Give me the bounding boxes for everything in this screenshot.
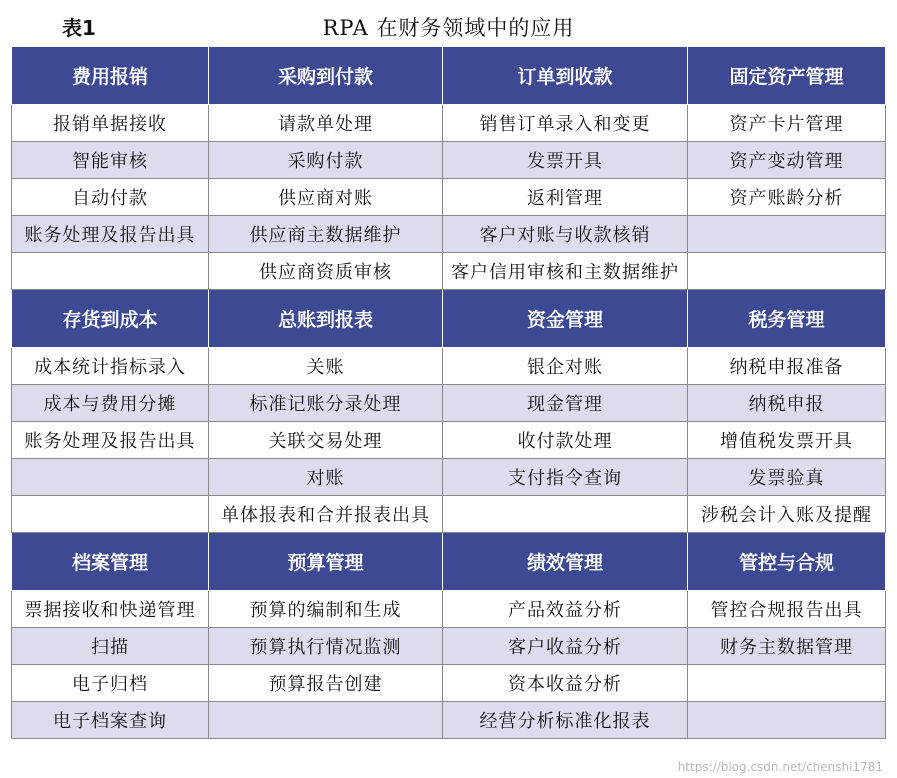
table-caption: [0, 10, 897, 44]
table-cell: 经营分析标准化报表: [443, 702, 688, 739]
section-header-cell: 资金管理: [443, 290, 688, 348]
table-cell: 纳税申报准备: [688, 348, 886, 385]
watermark: https://blog.csdn.net/chenshi1781: [677, 760, 883, 774]
table-cell: 对账: [209, 459, 443, 496]
table-cell: 票据接收和快递管理: [12, 591, 209, 628]
section-header-cell: 总账到报表: [209, 290, 443, 348]
table-row: [12, 348, 886, 385]
table-row: [12, 422, 886, 459]
table-cell: 单体报表和合并报表出具: [209, 496, 443, 533]
table-cell: 资本收益分析: [443, 665, 688, 702]
table-row: [12, 253, 886, 290]
table-cell: [12, 496, 209, 533]
table-cell: 发票开具: [443, 142, 688, 179]
section-header-cell: 绩效管理: [443, 533, 688, 591]
table-row: [12, 665, 886, 702]
table-cell: 资产卡片管理: [688, 105, 886, 142]
table-cell: 产品效益分析: [443, 591, 688, 628]
section-header-cell: 税务管理: [688, 290, 886, 348]
section-header-cell: 存货到成本: [12, 290, 209, 348]
table-cell: 销售订单录入和变更: [443, 105, 688, 142]
table-cell: 电子归档: [12, 665, 209, 702]
table-row: [12, 142, 886, 179]
table-cell: 资产变动管理: [688, 142, 886, 179]
table-cell: 客户对账与收款核销: [443, 216, 688, 253]
table-cell: 报销单据接收: [12, 105, 209, 142]
table-row: [12, 591, 886, 628]
table-cell: 银企对账: [443, 348, 688, 385]
table-cell: 涉税会计入账及提醒: [688, 496, 886, 533]
section-header-cell: 采购到付款: [209, 47, 443, 105]
table-cell: 供应商资质审核: [209, 253, 443, 290]
section-header-cell: 费用报销: [12, 47, 209, 105]
table-cell: 预算报告创建: [209, 665, 443, 702]
table-cell: 账务处理及报告出具: [12, 422, 209, 459]
table-cell: 纳税申报: [688, 385, 886, 422]
table-row: [12, 385, 886, 422]
table-row: [12, 105, 886, 142]
table-cell: 自动付款: [12, 179, 209, 216]
section-header-cell: 预算管理: [209, 533, 443, 591]
table-cell: 关账: [209, 348, 443, 385]
table-cell: [688, 702, 886, 739]
table-row: [12, 459, 886, 496]
table-cell: 财务主数据管理: [688, 628, 886, 665]
table-cell: 客户收益分析: [443, 628, 688, 665]
section-header-cell: 订单到收款: [443, 47, 688, 105]
table-cell: 管控合规报告出具: [688, 591, 886, 628]
section-header-row: [12, 290, 886, 348]
table-cell: 标准记账分录处理: [209, 385, 443, 422]
table-row: [12, 702, 886, 739]
table-cell: 返利管理: [443, 179, 688, 216]
table-cell: 账务处理及报告出具: [12, 216, 209, 253]
table-row: [12, 628, 886, 665]
table-cell: [688, 665, 886, 702]
table-cell: 供应商对账: [209, 179, 443, 216]
table-title: RPA 在财务领域中的应用: [322, 16, 575, 40]
section-header-cell: 固定资产管理: [688, 47, 886, 105]
table-cell: 智能审核: [12, 142, 209, 179]
table-cell: 请款单处理: [209, 105, 443, 142]
table-cell: [209, 702, 443, 739]
section-header-row: [12, 47, 886, 105]
table-row: [12, 179, 886, 216]
section-header-cell: 档案管理: [12, 533, 209, 591]
table-number: 表1: [62, 16, 96, 40]
table-cell: 成本统计指标录入: [12, 348, 209, 385]
table-cell: 发票验真: [688, 459, 886, 496]
table-cell: 收付款处理: [443, 422, 688, 459]
rpa-finance-table: [11, 46, 886, 739]
table-cell: 支付指令查询: [443, 459, 688, 496]
table-cell: 采购付款: [209, 142, 443, 179]
table-cell: 电子档案查询: [12, 702, 209, 739]
table-cell: [688, 216, 886, 253]
table-cell: 预算执行情况监测: [209, 628, 443, 665]
table-cell: [12, 459, 209, 496]
table-cell: [12, 253, 209, 290]
table-cell: 预算的编制和生成: [209, 591, 443, 628]
table-cell: [688, 253, 886, 290]
table-cell: 供应商主数据维护: [209, 216, 443, 253]
section-header-cell: 管控与合规: [688, 533, 886, 591]
table-cell: 客户信用审核和主数据维护: [443, 253, 688, 290]
table-cell: 现金管理: [443, 385, 688, 422]
section-header-row: [12, 533, 886, 591]
table-cell: 资产账龄分析: [688, 179, 886, 216]
table-cell: 增值税发票开具: [688, 422, 886, 459]
table-cell: 关联交易处理: [209, 422, 443, 459]
table-cell: 扫描: [12, 628, 209, 665]
table-row: [12, 216, 886, 253]
table-cell: 成本与费用分摊: [12, 385, 209, 422]
table-cell: [443, 496, 688, 533]
table-row: [12, 496, 886, 533]
